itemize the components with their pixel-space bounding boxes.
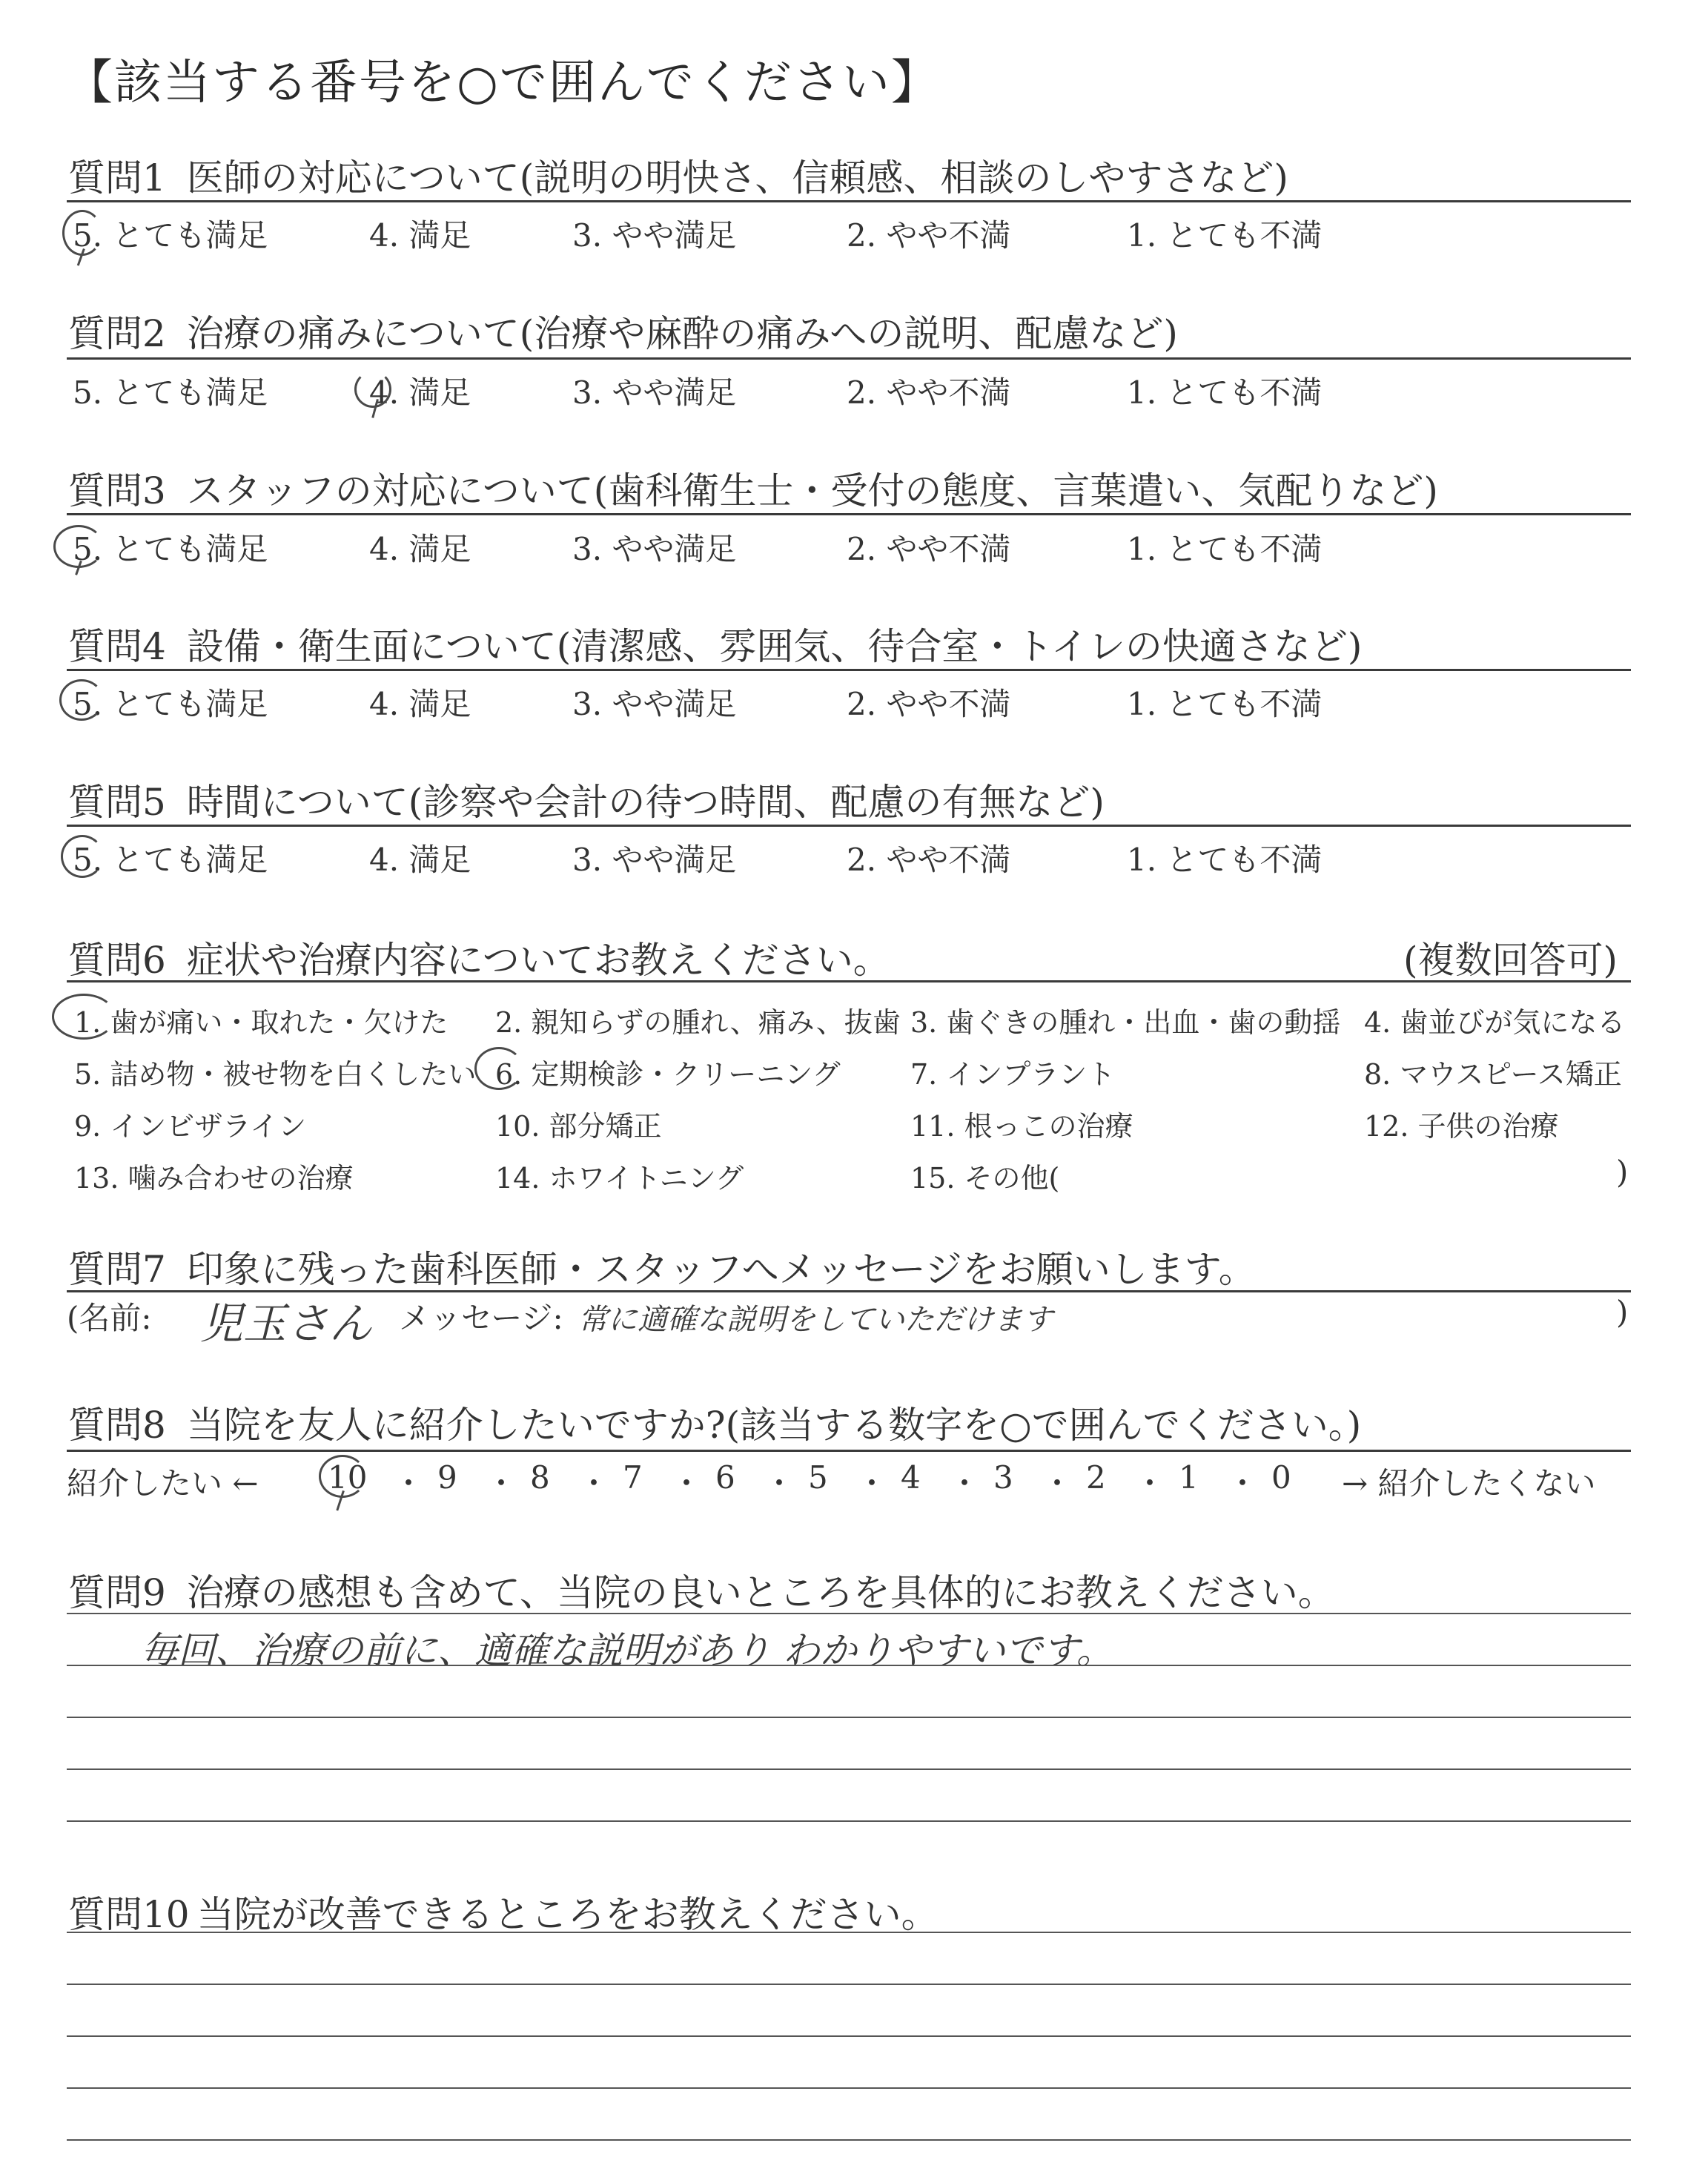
answer-line — [67, 1665, 1631, 1666]
scale-value-6[interactable]: 6 — [715, 1459, 735, 1496]
question-title — [68, 773, 1105, 826]
scale-dot: ・ — [856, 1465, 888, 1502]
option-1[interactable]: 1. とても不満 — [1127, 686, 1323, 722]
symptom-option-7[interactable]: 7. インプラント — [910, 1058, 1116, 1091]
divider — [67, 513, 1631, 515]
option-4[interactable]: 4. 満足 — [369, 842, 471, 878]
option-1[interactable]: 1. とても不満 — [1127, 374, 1323, 411]
option-3[interactable]: 3. やや満足 — [572, 531, 737, 567]
scale-value-4[interactable]: 4 — [901, 1459, 921, 1496]
option-2[interactable]: 2. やや不満 — [847, 374, 1011, 411]
symptom-option-12[interactable]: 12. 子供の治療 — [1364, 1110, 1559, 1143]
question-text: 医師の対応について(説明の明快さ、信頼感、相談のしやすさなど) — [186, 156, 1288, 199]
symptom-option-2[interactable]: 2. 親知らずの腫れ、痛み、抜歯 — [495, 1006, 901, 1039]
scale-value-8[interactable]: 8 — [530, 1459, 550, 1496]
answer-line — [67, 1820, 1631, 1822]
question-title — [68, 148, 1288, 202]
option-4[interactable]: 4. 満足 — [369, 374, 471, 411]
question-text: 症状や治療内容についてお教えください。 — [186, 939, 890, 982]
option-5[interactable]: 5. とても満足 — [73, 686, 268, 722]
symptom-option-14[interactable]: 14. ホワイトニング — [495, 1162, 744, 1195]
symptom-option-8[interactable]: 8. マウスピース矯正 — [1364, 1058, 1622, 1091]
question-text: 当院を友人に紹介したいですか?(該当する数字を○で囲んでください。) — [186, 1404, 1362, 1447]
scale-dot: ・ — [764, 1465, 795, 1502]
divider — [67, 669, 1631, 671]
divider — [67, 980, 1631, 982]
scale-dot: ・ — [1227, 1465, 1259, 1502]
option-2[interactable]: 2. やや不満 — [847, 686, 1011, 722]
option-5[interactable]: 5. とても満足 — [73, 217, 268, 254]
option-1[interactable]: 1. とても不満 — [1127, 842, 1323, 878]
question-text: 設備・衛生面について(清潔感、雰囲気、待合室・トイレの快適さなど) — [186, 625, 1363, 668]
question-note: (複数回答可) — [1403, 939, 1618, 982]
scale-value-0[interactable]: 0 — [1271, 1459, 1291, 1496]
option-2[interactable]: 2. やや不満 — [847, 217, 1011, 254]
answer-line — [67, 2035, 1631, 2037]
question-number: 質問2 — [68, 312, 166, 355]
scale-dot: ・ — [486, 1465, 517, 1502]
scale-value-7[interactable]: 7 — [623, 1459, 643, 1496]
question-text: スタッフの対応について(歯科衛生士・受付の態度、言葉遣い、気配りなど) — [186, 469, 1438, 512]
option-5[interactable]: 5. とても満足 — [73, 374, 268, 411]
question-number: 質問4 — [68, 625, 166, 668]
message-input[interactable]: 常に適確な説明をしていただけます — [578, 1303, 1053, 1337]
question-text: 時間について(診察や会計の待つ時間、配慮の有無など) — [186, 781, 1105, 824]
scale-value-5[interactable]: 5 — [808, 1459, 828, 1496]
symptom-option-5[interactable]: 5. 詰め物・被せ物を白くしたい — [74, 1058, 477, 1091]
selection-circle — [52, 994, 116, 1040]
symptom-option-9[interactable]: 9. インビザライン — [74, 1110, 307, 1143]
scale-value-3[interactable]: 3 — [993, 1459, 1013, 1496]
question-title — [68, 617, 1362, 670]
scale-dot: ・ — [1042, 1465, 1073, 1502]
question-number: 質問1 — [68, 156, 166, 199]
option-3[interactable]: 3. やや満足 — [572, 842, 737, 878]
selection-circle — [53, 525, 104, 568]
option-3[interactable]: 3. やや満足 — [572, 217, 737, 254]
answer-line — [67, 1768, 1631, 1770]
scale-dot: ・ — [578, 1465, 610, 1502]
question-number: 質問6 — [68, 939, 166, 982]
divider — [67, 200, 1631, 202]
question-number: 質問3 — [68, 469, 166, 512]
option-1[interactable]: 1. とても不満 — [1127, 531, 1323, 567]
question-text: 治療の感想も含めて、当院の良いところを具体的にお教えください。 — [186, 1571, 1335, 1614]
question-title — [68, 1563, 1335, 1616]
symptom-option-11[interactable]: 11. 根っこの治療 — [910, 1110, 1133, 1143]
option-5[interactable]: 5. とても満足 — [73, 531, 268, 567]
answer-line — [67, 1984, 1631, 1985]
question-text: 治療の痛みについて(治療や麻酔の痛みへの説明、配慮など) — [186, 312, 1178, 355]
question-number: 質問9 — [68, 1571, 166, 1614]
answer-line — [67, 1932, 1631, 1933]
option-4[interactable]: 4. 満足 — [369, 217, 471, 254]
question-title — [68, 931, 1618, 984]
message-row — [67, 1294, 152, 1338]
option-4[interactable]: 4. 満足 — [369, 686, 471, 722]
question-title — [68, 1885, 939, 1938]
scale-dot: ・ — [1134, 1465, 1166, 1502]
scale-value-9[interactable]: 9 — [437, 1459, 457, 1496]
question-text: 当院が改善できるところをお教えください。 — [196, 1893, 939, 1936]
option-2[interactable]: 2. やや不満 — [847, 842, 1011, 878]
scale-dot: ・ — [949, 1465, 981, 1502]
option-4[interactable]: 4. 満足 — [369, 531, 471, 567]
symptom-option-10[interactable]: 10. 部分矯正 — [495, 1110, 662, 1143]
answer-text[interactable]: 毎回、治療の前に、適確な説明があり わかりやすいです。 — [141, 1629, 1113, 1672]
symptom-option-4[interactable]: 4. 歯並びが気になる — [1364, 1006, 1626, 1039]
answer-line — [67, 2139, 1631, 2141]
name-label: (名前: — [67, 1300, 152, 1336]
answer-line — [67, 2087, 1631, 2089]
selection-circle — [474, 1047, 523, 1090]
question-text: 印象に残った歯科医師・スタッフへメッセージをお願いします。 — [186, 1248, 1256, 1291]
divider — [67, 825, 1631, 827]
symptom-option-13[interactable]: 13. 噛み合わせの治療 — [74, 1162, 354, 1195]
question-number: 質問5 — [68, 781, 166, 824]
symptom-option-1[interactable]: 1. 歯が痛い・取れた・欠けた — [74, 1006, 448, 1039]
question-number: 質問8 — [68, 1404, 166, 1447]
selection-circle — [354, 371, 391, 408]
question-number: 質問10 — [68, 1893, 190, 1936]
scale-dot: ・ — [671, 1465, 703, 1502]
scale-left-label: 紹介したい ← — [67, 1465, 259, 1502]
divider — [67, 1450, 1631, 1452]
option-5[interactable]: 5. とても満足 — [73, 842, 268, 878]
answer-line — [67, 1613, 1631, 1614]
option-1[interactable]: 1. とても不満 — [1127, 217, 1323, 254]
option-2[interactable]: 2. やや不満 — [847, 531, 1011, 567]
message-label: メッセージ: — [399, 1300, 563, 1336]
answer-line — [67, 1717, 1631, 1718]
question-title — [68, 1396, 1361, 1449]
symptom-option-15[interactable]: 15. その他( — [910, 1162, 1060, 1195]
question-number: 質問7 — [68, 1248, 166, 1291]
option-3[interactable]: 3. やや満足 — [572, 686, 737, 722]
name-input[interactable]: 児玉さん — [200, 1298, 373, 1349]
divider — [67, 357, 1631, 360]
question-title — [68, 1240, 1256, 1293]
page-header: 【該当する番号を○で囲んでください】 — [65, 56, 940, 110]
scale-dot: ・ — [393, 1465, 425, 1502]
selection-circle — [59, 679, 104, 721]
symptom-option-6[interactable]: 6. 定期検診・クリーニング — [495, 1058, 841, 1091]
symptom-option-3[interactable]: 3. 歯ぐきの腫れ・出血・歯の動揺 — [910, 1006, 1341, 1039]
other-close-paren: ) — [1616, 1154, 1629, 1190]
selection-circle — [61, 835, 104, 878]
message-close-paren: ) — [1616, 1294, 1629, 1330]
scale-value-2[interactable]: 2 — [1086, 1459, 1106, 1496]
scale-value-1[interactable]: 1 — [1179, 1459, 1199, 1496]
question-title — [68, 304, 1178, 357]
scale-right-label: → 紹介したくない — [1342, 1465, 1596, 1502]
question-title — [68, 461, 1438, 515]
option-3[interactable]: 3. やや満足 — [572, 374, 737, 411]
scale-value-10[interactable]: 10 — [328, 1459, 368, 1496]
